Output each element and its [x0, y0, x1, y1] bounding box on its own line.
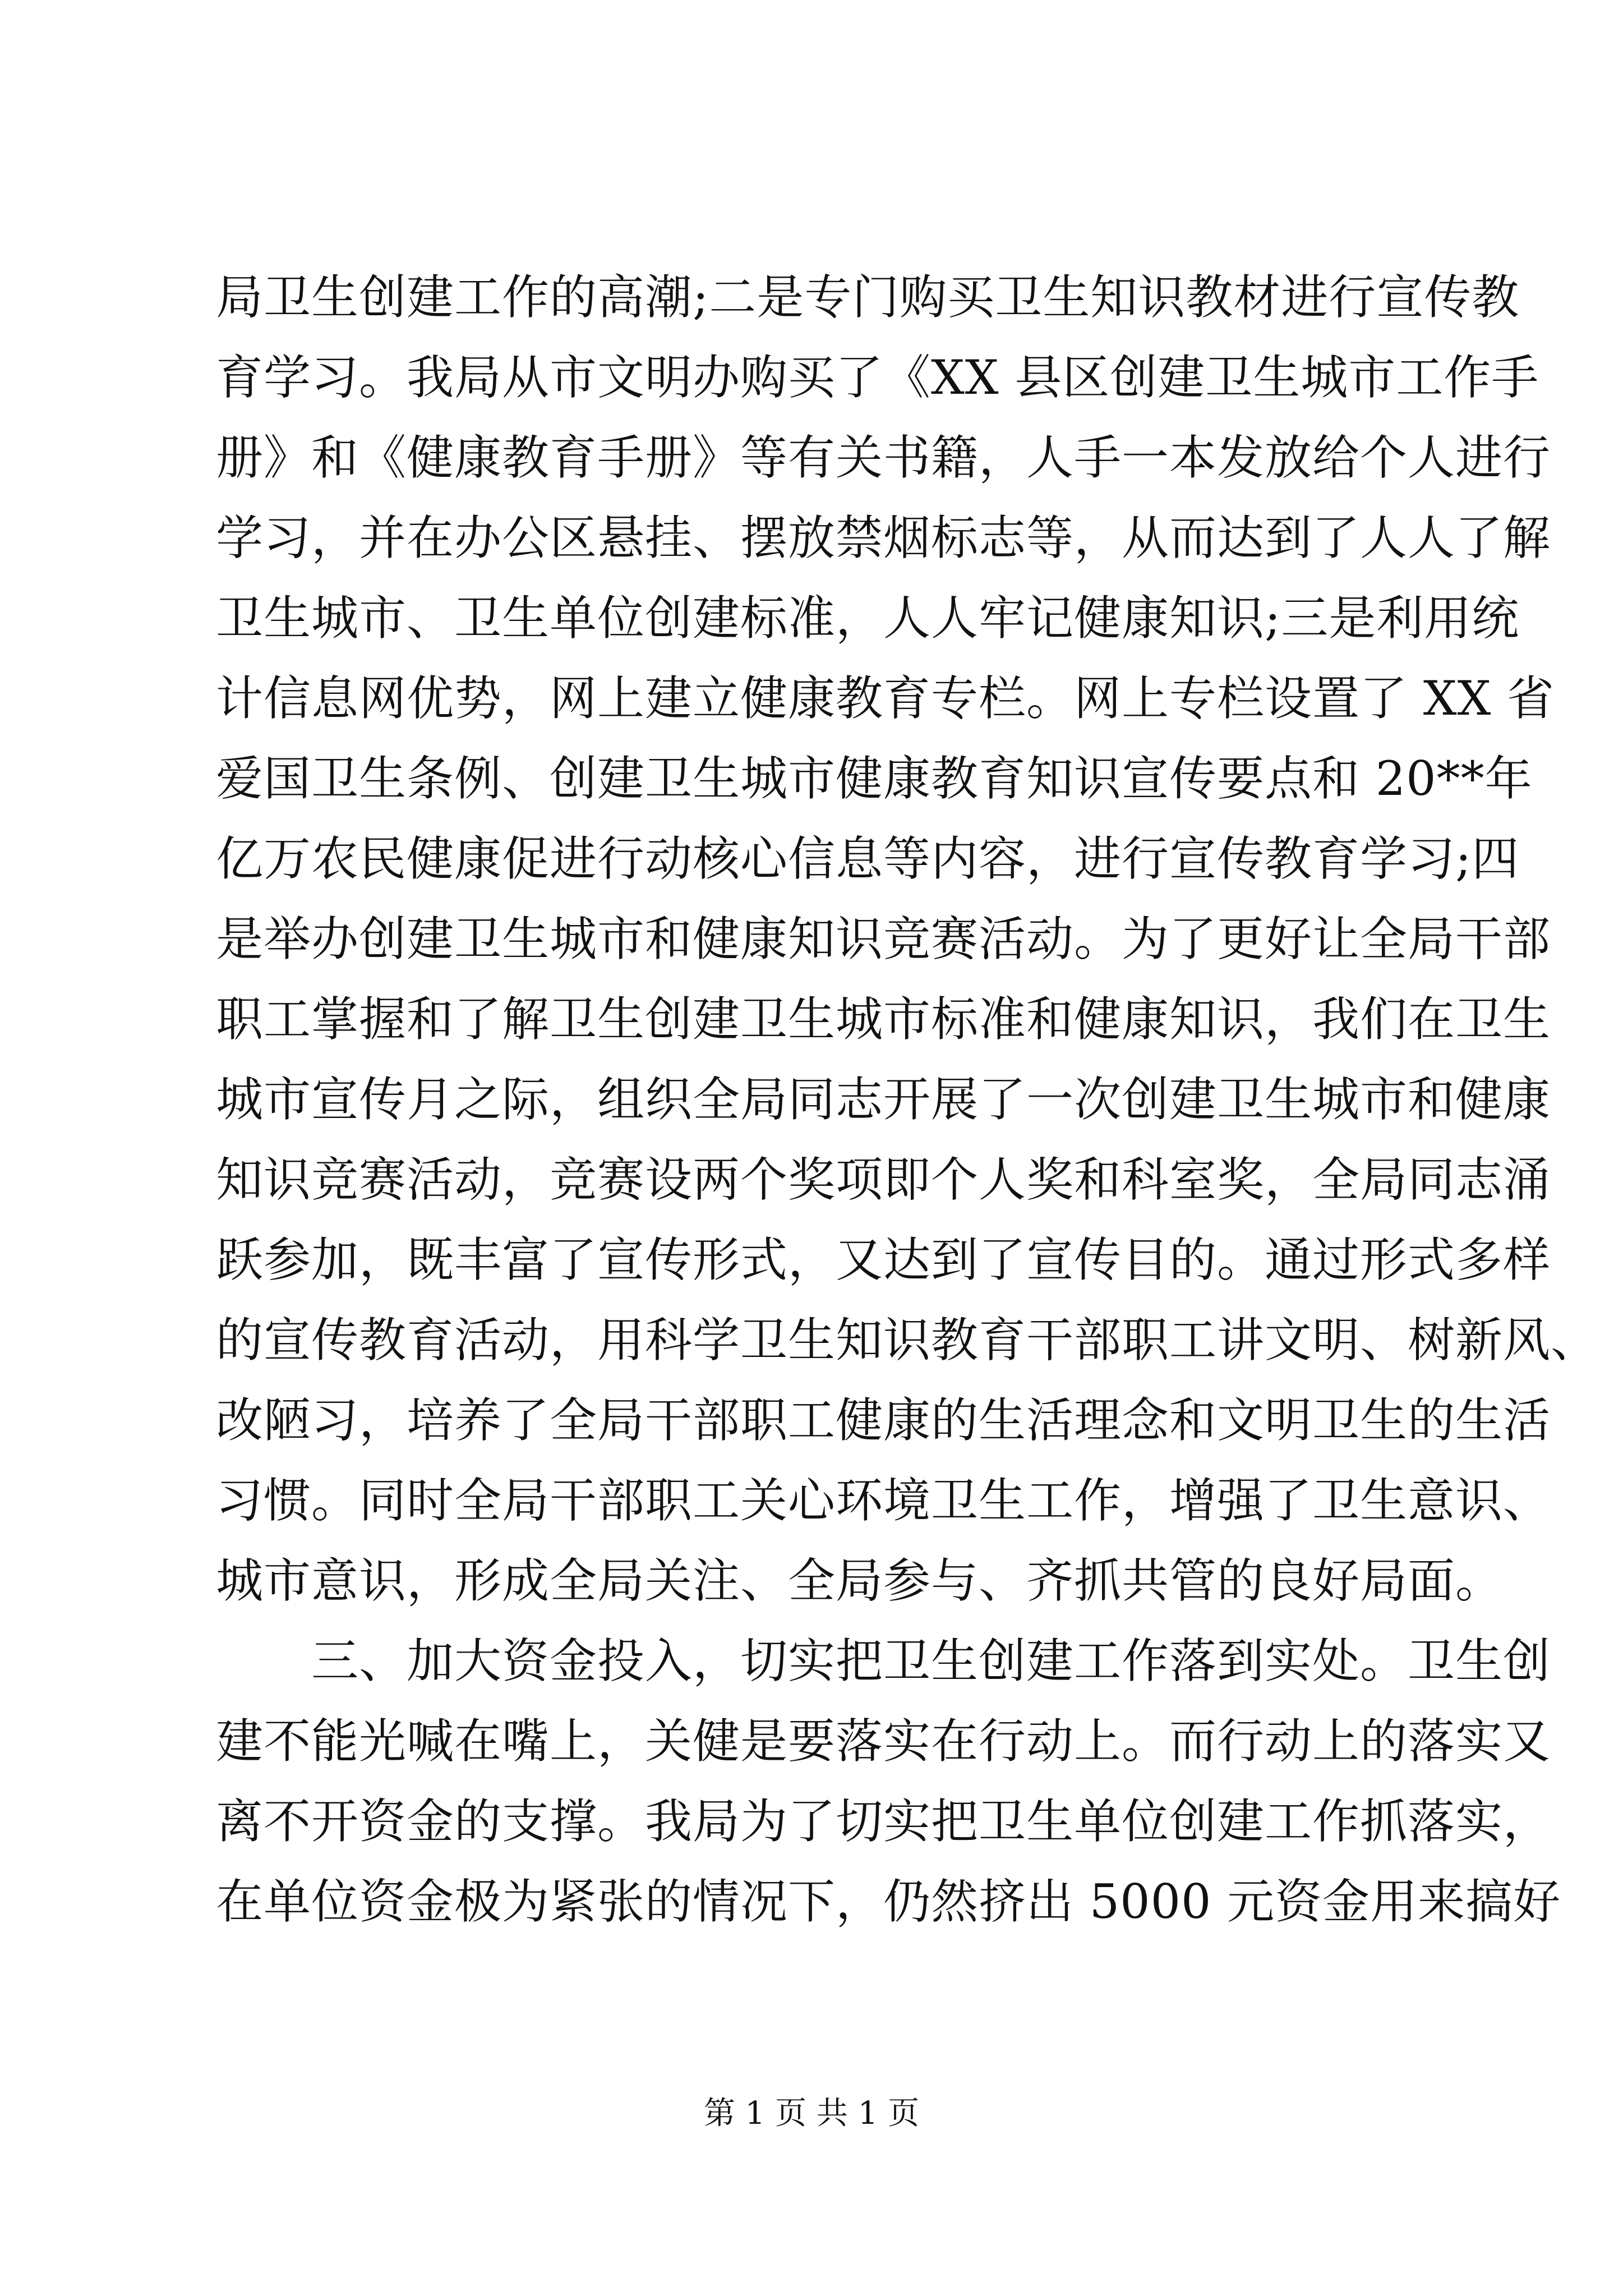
text-line: 在单位资金极为紧张的情况下，仍然挤出 5000 元资金用来搞好	[216, 1874, 1561, 1929]
text-line: 习惯。同时全局干部职工关心环境卫生工作，增强了卫生意识、	[216, 1473, 1551, 1528]
text-line: 爱国卫生条例、创建卫生城市健康教育知识宣传要点和 20**年	[216, 751, 1533, 806]
text-line: 育学习。我局从市文明办购买了《XX 县区创建卫生城市工作手	[216, 350, 1539, 405]
text-line: 改陋习，培养了全局干部职工健康的生活理念和文明卫生的生活	[216, 1393, 1551, 1448]
text-line: 跃参加，既丰富了宣传形式，又达到了宣传目的。通过形式多样	[216, 1232, 1551, 1287]
page-number-footer: 第 1 页 共 1 页	[703, 2095, 920, 2132]
text-line: 的宣传教育活动，用科学卫生知识教育干部职工讲文明、树新风、	[216, 1313, 1599, 1368]
text-line: 亿万农民健康促进行动核心信息等内容，进行宣传教育学习;四	[216, 831, 1520, 886]
text-line: 册》和《健康教育手册》等有关书籍，人手一本发放给个人进行	[216, 430, 1551, 485]
text-line: 城市宣传月之际，组织全局同志开展了一次创建卫生城市和健康	[216, 1072, 1551, 1127]
text-line: 知识竞赛活动，竞赛设两个奖项即个人奖和科室奖，全局同志涌	[216, 1152, 1551, 1207]
text-line: 计信息网优势，网上建立健康教育专栏。网上专栏设置了 XX 省	[216, 671, 1555, 726]
text-line: 卫生城市、卫生单位创建标准，人人牢记健康知识;三是利用统	[216, 591, 1520, 646]
text-line: 离不开资金的支撑。我局为了切实把卫生单位创建工作抓落实，	[216, 1794, 1551, 1849]
text-line: 学习，并在办公区悬挂、摆放禁烟标志等，从而达到了人人了解	[216, 510, 1551, 565]
text-line: 职工掌握和了解卫生创建卫生城市标准和健康知识，我们在卫生	[216, 992, 1551, 1047]
text-line: 建不能光喊在嘴上，关健是要落实在行动上。而行动上的落实又	[216, 1714, 1551, 1769]
text-line: 城市意识，形成全局关注、全局参与、齐抓共管的良好局面。	[216, 1553, 1504, 1608]
text-line: 三、加大资金投入，切实把卫生创建工作落到实处。卫生创	[216, 1634, 1551, 1688]
text-line: 局卫生创建工作的高潮;二是专门购买卫生知识教材进行宣传教	[216, 270, 1520, 325]
text-line: 是举办创建卫生城市和健康知识竞赛活动。为了更好让全局干部	[216, 912, 1551, 967]
